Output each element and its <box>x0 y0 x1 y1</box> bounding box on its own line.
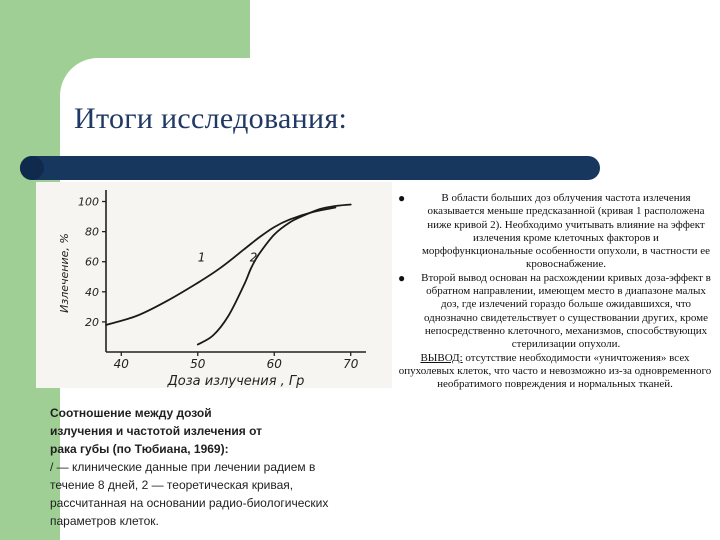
x-tick-label: 40 <box>113 357 129 371</box>
y-tick-label: 80 <box>85 225 99 239</box>
caption-line-3: рака губы (по Тюбиана, 1969): <box>50 442 229 456</box>
conclusion-label: ВЫВОД: <box>420 351 463 364</box>
caption-line-4: / — клинические данные при лечении радием в <box>50 460 316 474</box>
slide-title: Итоги исследования: <box>74 102 348 135</box>
series-line-2 <box>198 205 351 345</box>
y-tick-label: 20 <box>85 315 99 329</box>
title-underline-bar <box>20 156 600 180</box>
dose-response-chart <box>36 182 392 388</box>
x-axis-label: Доза излучения , Гр <box>167 374 305 388</box>
x-tick-label: 70 <box>343 357 359 371</box>
bullet-dot-icon: ● <box>398 191 406 205</box>
caption-line-1: Соотношение между дозой <box>50 406 212 420</box>
y-axis-label: Излечение, % <box>58 233 71 313</box>
finding-item-1 <box>396 192 714 272</box>
caption-line-6: рассчитанная на основании радио-биологических <box>50 496 329 510</box>
conclusion <box>396 352 714 392</box>
x-tick-label: 60 <box>266 357 282 371</box>
chart-svg <box>36 182 392 388</box>
findings-text <box>396 192 714 391</box>
chart-caption <box>50 404 380 530</box>
bullet-dot-icon: ● <box>398 270 406 285</box>
conclusion-text: отсутствие необходимости «уничтожения» всех опухолевых клеток, что часто и невозможно из-за одновременного необратимого повреждения и нормальных тканей. <box>398 351 712 391</box>
caption-line-5: течение 8 дней, 2 — теоретическая кривая, <box>50 478 294 492</box>
caption-line-7: параметров клеток. <box>50 514 159 528</box>
y-tick-label: 40 <box>85 285 99 299</box>
finding-text-1: В области больших доз облучения частота излечения оказывается меньше предсказанной (кривая 1 расположена ниже кривой 2). Необходимо учитывать влияние на эффект излечения кроме клеточных факторов и морфофункциональные особенности опухоли, в частности ее кровоснабжение. <box>421 192 711 271</box>
series-line-1 <box>106 208 335 325</box>
y-tick-label: 100 <box>78 195 99 209</box>
finding-text-2: Второй вывод основан на расхождении кривых доза-эффект в обратном направлении, имеющем место в диапазоне малых доз, где излечений гораздо больше ожидавшихся, что однозначно свидетельствует о существовании других, кроме непосредственно клеточного, механизмов, способствующих стерилизации опухоли. <box>421 271 711 351</box>
series-label-2: 2 <box>249 250 258 265</box>
caption-line-2: излучения и частотой излечения от <box>50 424 262 438</box>
series-label-1: 1 <box>197 250 206 265</box>
y-tick-label: 60 <box>85 255 99 269</box>
finding-item-2 <box>396 272 714 352</box>
x-tick-label: 50 <box>190 357 206 371</box>
